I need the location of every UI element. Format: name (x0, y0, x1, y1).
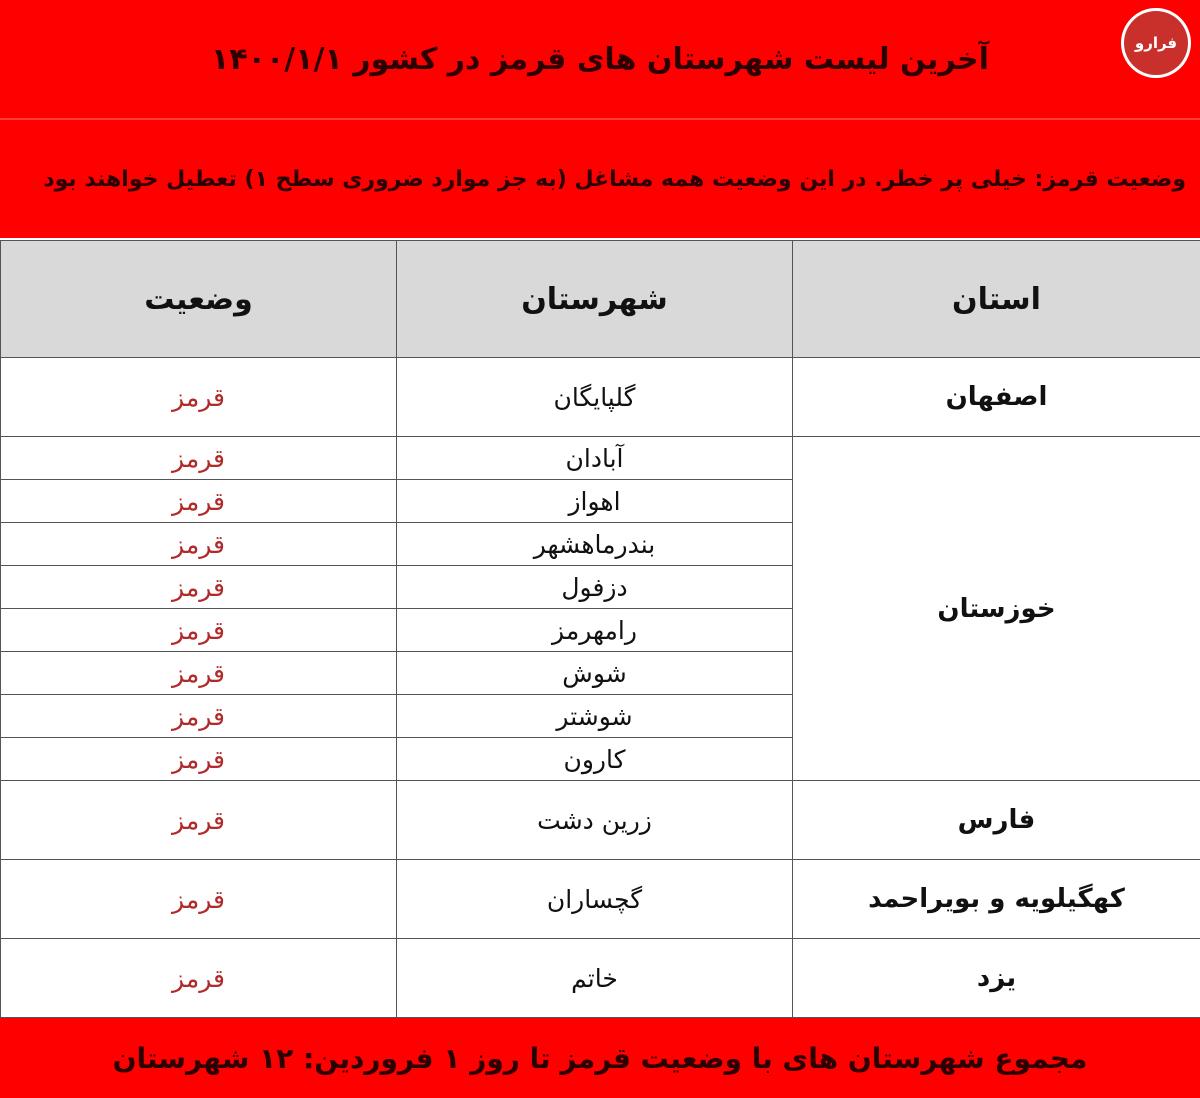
page-title: آخرین لیست شهرستان های قرمز در کشور ۱۴۰۰/۱/۱ (211, 41, 989, 77)
province-cell: اصفهان (793, 358, 1200, 437)
province-cell: کهگیلویه و بویراحمد (793, 860, 1200, 939)
title-banner (0, 0, 1200, 118)
city-cell: بندرماهشهر (397, 523, 793, 566)
table-row (1, 437, 1200, 480)
status-cell: قرمز (1, 523, 397, 566)
status-cell: قرمز (1, 738, 397, 781)
city-cell: دزفول (397, 566, 793, 609)
status-cell: قرمز (1, 939, 397, 1018)
city-cell: کارون (397, 738, 793, 781)
status-cell: قرمز (1, 480, 397, 523)
status-cell: قرمز (1, 781, 397, 860)
table-row (1, 358, 1200, 437)
footer-summary: مجموع شهرستان های با وضعیت قرمز تا روز ۱ فروردین: ۱۲ شهرستان (112, 1041, 1088, 1075)
city-cell: زرین دشت (397, 781, 793, 860)
province-cell: یزد (793, 939, 1200, 1018)
site-logo (1121, 8, 1191, 78)
red-cities-table (0, 240, 1200, 1018)
province-cell: خوزستان (793, 437, 1200, 781)
city-cell: گلپایگان (397, 358, 793, 437)
table-header-row (1, 241, 1200, 358)
city-cell: گچساران (397, 860, 793, 939)
status-cell: قرمز (1, 860, 397, 939)
column-header-province: استان (793, 241, 1200, 358)
table-row (1, 939, 1200, 1018)
city-cell: خاتم (397, 939, 793, 1018)
status-note-banner (0, 120, 1200, 238)
status-cell: قرمز (1, 358, 397, 437)
status-cell: قرمز (1, 437, 397, 480)
logo-text: فرارو (1134, 34, 1178, 52)
status-cell: قرمز (1, 695, 397, 738)
status-note: وضعیت قرمز: خیلی پر خطر. در این وضعیت همه مشاغل (به جز موارد ضروری سطح ۱) تعطیل خواهند بود (43, 166, 1186, 192)
province-cell: فارس (793, 781, 1200, 860)
footer-banner (0, 1018, 1200, 1098)
city-cell: شوش (397, 652, 793, 695)
city-cell: اهواز (397, 480, 793, 523)
column-header-status: وضعیت (1, 241, 397, 358)
city-cell: آبادان (397, 437, 793, 480)
column-header-city: شهرستان (397, 241, 793, 358)
status-cell: قرمز (1, 652, 397, 695)
table-row (1, 860, 1200, 939)
status-cell: قرمز (1, 566, 397, 609)
city-cell: رامهرمز (397, 609, 793, 652)
table-row (1, 781, 1200, 860)
status-cell: قرمز (1, 609, 397, 652)
city-cell: شوشتر (397, 695, 793, 738)
